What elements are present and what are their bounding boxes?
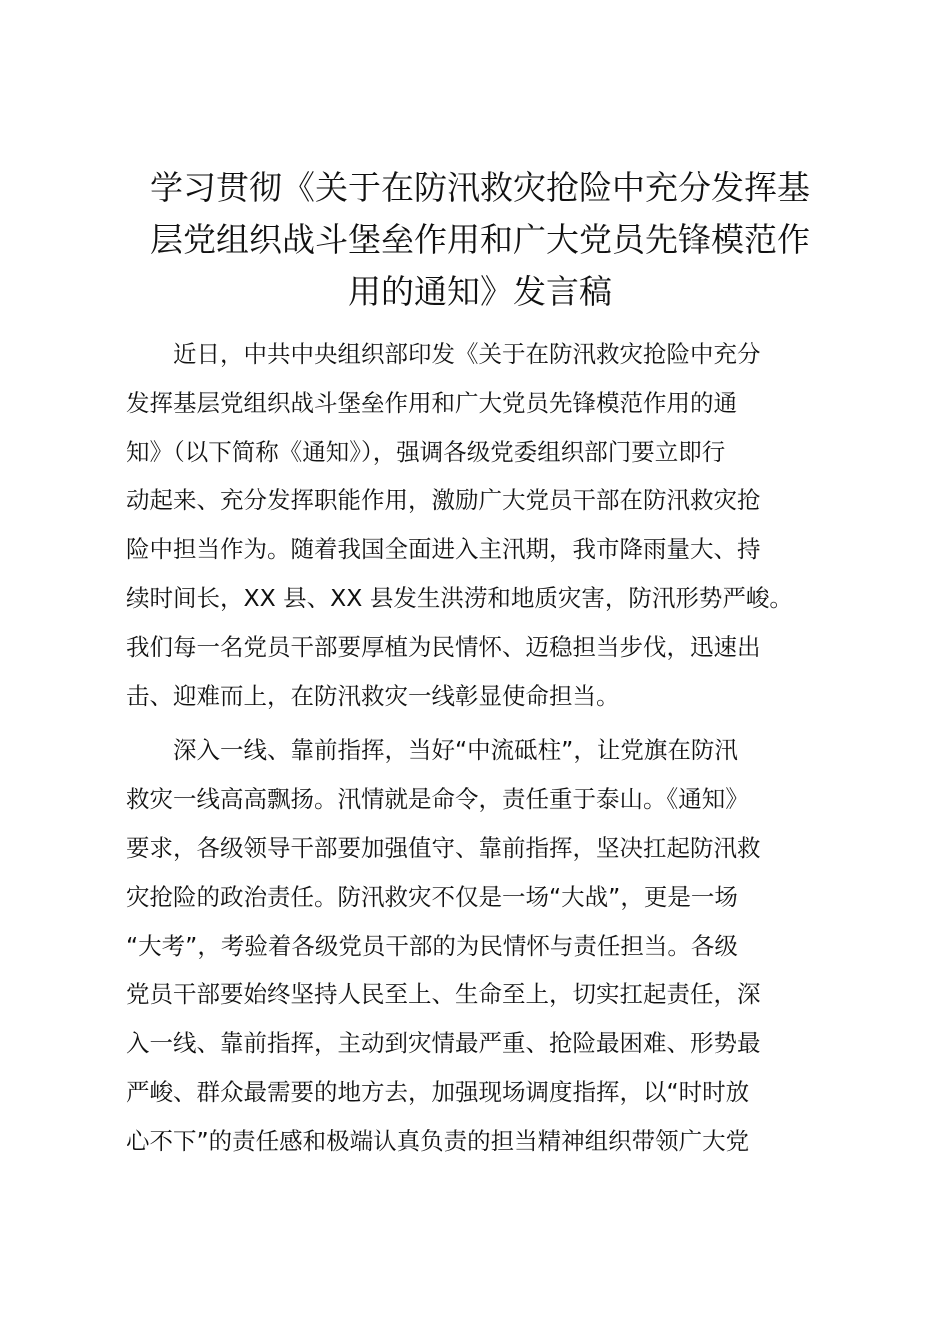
paragraph-2 [126,726,838,1165]
document-body [126,330,838,1172]
text-line: 我们每一名党员干部要厚植为民情怀、迈稳担当步伐，迅速出 [126,632,761,661]
title-line: 层党组织战斗堡垒作用和广大党员先锋模范作 [150,220,810,259]
text-line: 入一线、靠前指挥，主动到灾情最严重、抢险最困难、形势最 [126,1029,761,1058]
text-line: 党员干部要始终坚持人民至上、生命至上，切实扛起责任，深 [126,980,761,1009]
document-title [126,162,834,318]
text-line: 近日，中共中央组织部印发《关于在防汛救灾抢险中充分 [173,340,761,368]
text-line: 续时间长，XX 县、XX 县发生洪涝和地质灾害，防汛形势严峻。 [126,583,793,612]
text-line: 动起来、充分发挥职能作用，激励广大党员干部在防汛救灾抢 [126,486,761,515]
text-line: 心不下”的责任感和极端认真负责的担当精神组织带领广大党 [126,1126,750,1155]
text-line: 击、迎难而上，在防汛救灾一线彰显使命担当。 [126,681,620,710]
text-line: 救灾一线高高飘扬。汛情就是命令，责任重于泰山。《通知》 [126,785,749,814]
text-line: “大考”，考验着各级党员干部的为民情怀与责任担当。各级 [126,931,738,960]
title-line: 用的通知》发言稿 [348,272,612,311]
text-line: 知》（以下简称《通知》），强调各级党委组织部门要立即行 [126,437,726,466]
text-line: 要求，各级领导干部要加强值守、靠前指挥，坚决扛起防汛救 [126,833,761,862]
text-line: 发挥基层党组织战斗堡垒作用和广大党员先锋模范作用的通 [126,388,737,417]
text-line: 严峻、群众最需要的地方去，加强现场调度指挥，以“时时放 [126,1077,750,1106]
text-line: 深入一线、靠前指挥，当好“中流砥柱”，让党旗在防汛 [173,736,738,765]
paragraph-1 [126,330,838,720]
text-line: 灾抢险的政治责任。防汛救灾不仅是一场“大战”，更是一场 [126,882,738,911]
text-line: 险中担当作为。随着我国全面进入主汛期，我市降雨量大、持 [126,535,761,564]
title-line: 学习贯彻《关于在防汛救灾抢险中充分发挥基 [150,168,810,207]
